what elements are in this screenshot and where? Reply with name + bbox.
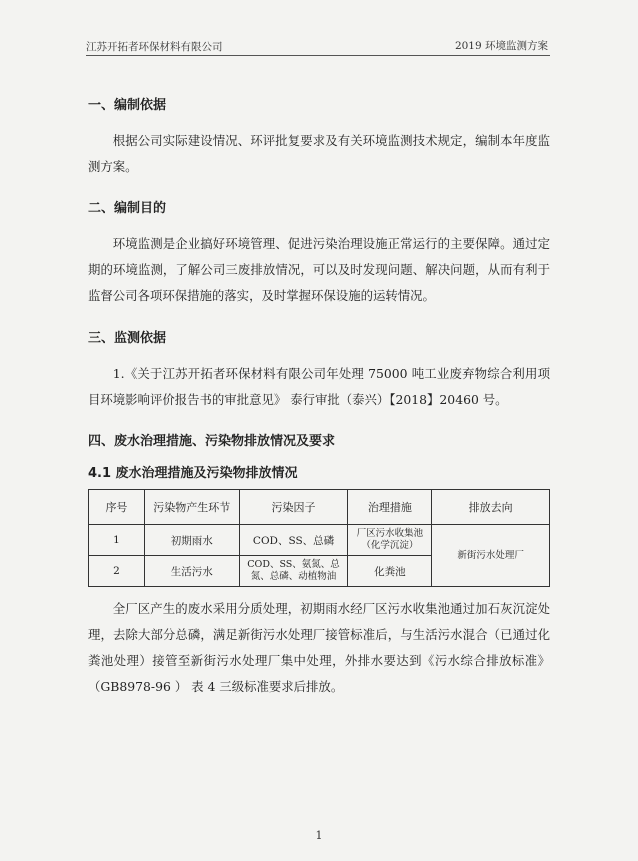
header-factors: 污染因子 [239,490,348,525]
header-no: 序号 [89,490,145,525]
header-measure: 治理措施 [348,490,432,525]
section-4-title: 四、废水治理措施、污染物排放情况及要求 [88,434,336,449]
header-destination: 排放去向 [432,490,550,525]
row-source: 初期雨水 [144,525,239,556]
page-number: 1 [315,829,323,842]
header-divider [86,55,550,56]
table-header-row [89,490,550,525]
header-company: 江苏开拓者环保材料有限公司 [86,41,223,53]
section-2-title: 二、编制目的 [88,201,167,216]
table-row [89,525,550,556]
row-factors: COD、SS、氨氮、总氮、总磷、动植物油 [239,556,348,587]
section-4-1-title: 4.1 废水治理措施及污染物排放情况 [88,466,298,481]
header-source: 污染物产生环节 [144,490,239,525]
row-measure: 厂区污水收集池（化学沉淀） [348,525,432,556]
row-no: 1 [89,525,145,556]
row-measure: 化粪池 [348,556,432,587]
section-1-text: 根据公司实际建设情况、环评批复要求及有关环境监测技术规定，编制本年度监测方案。 [88,133,550,174]
section-3-text: 1.《关于江苏开拓者环保材料有限公司年处理 75000 吨工业废弃物综合利用项目环境影响评价报告书的审批意见》 泰行审批（泰兴）【2018】20460 号。 [88,366,550,407]
row-destination: 新街污水处理厂 [432,525,550,587]
wastewater-table [88,489,550,587]
row-factors: COD、SS、总磷 [239,525,348,556]
section-1-title: 一、编制依据 [88,98,167,113]
header-doc-title: 2019 环境监测方案 [454,40,548,52]
row-source: 生活污水 [144,556,239,587]
section-4-1-text: 全厂区产生的废水采用分质处理，初期雨水经厂区污水收集池通过加石灰沉淀处理，去除大部分总磷，满足新街污水处理厂接管标准后，与生活污水混合（已通过化粪池处理）接管至新街污水处理厂集中处理，外排水要达到《污水综合排放标准》（GB8978-96 ） 表 4 三级标准要求后排放。 [88,601,550,694]
row-no: 2 [89,556,145,587]
section-3-title: 三、监测依据 [88,331,167,346]
section-2-text: 环境监测是企业搞好环境管理、促进污染治理设施正常运行的主要保障。通过定期的环境监测，了解公司三废排放情况，可以及时发现问题、解决问题，从而有利于监督公司各项环保措施的落实，及时掌握环保设施的运转情况。 [88,236,550,303]
